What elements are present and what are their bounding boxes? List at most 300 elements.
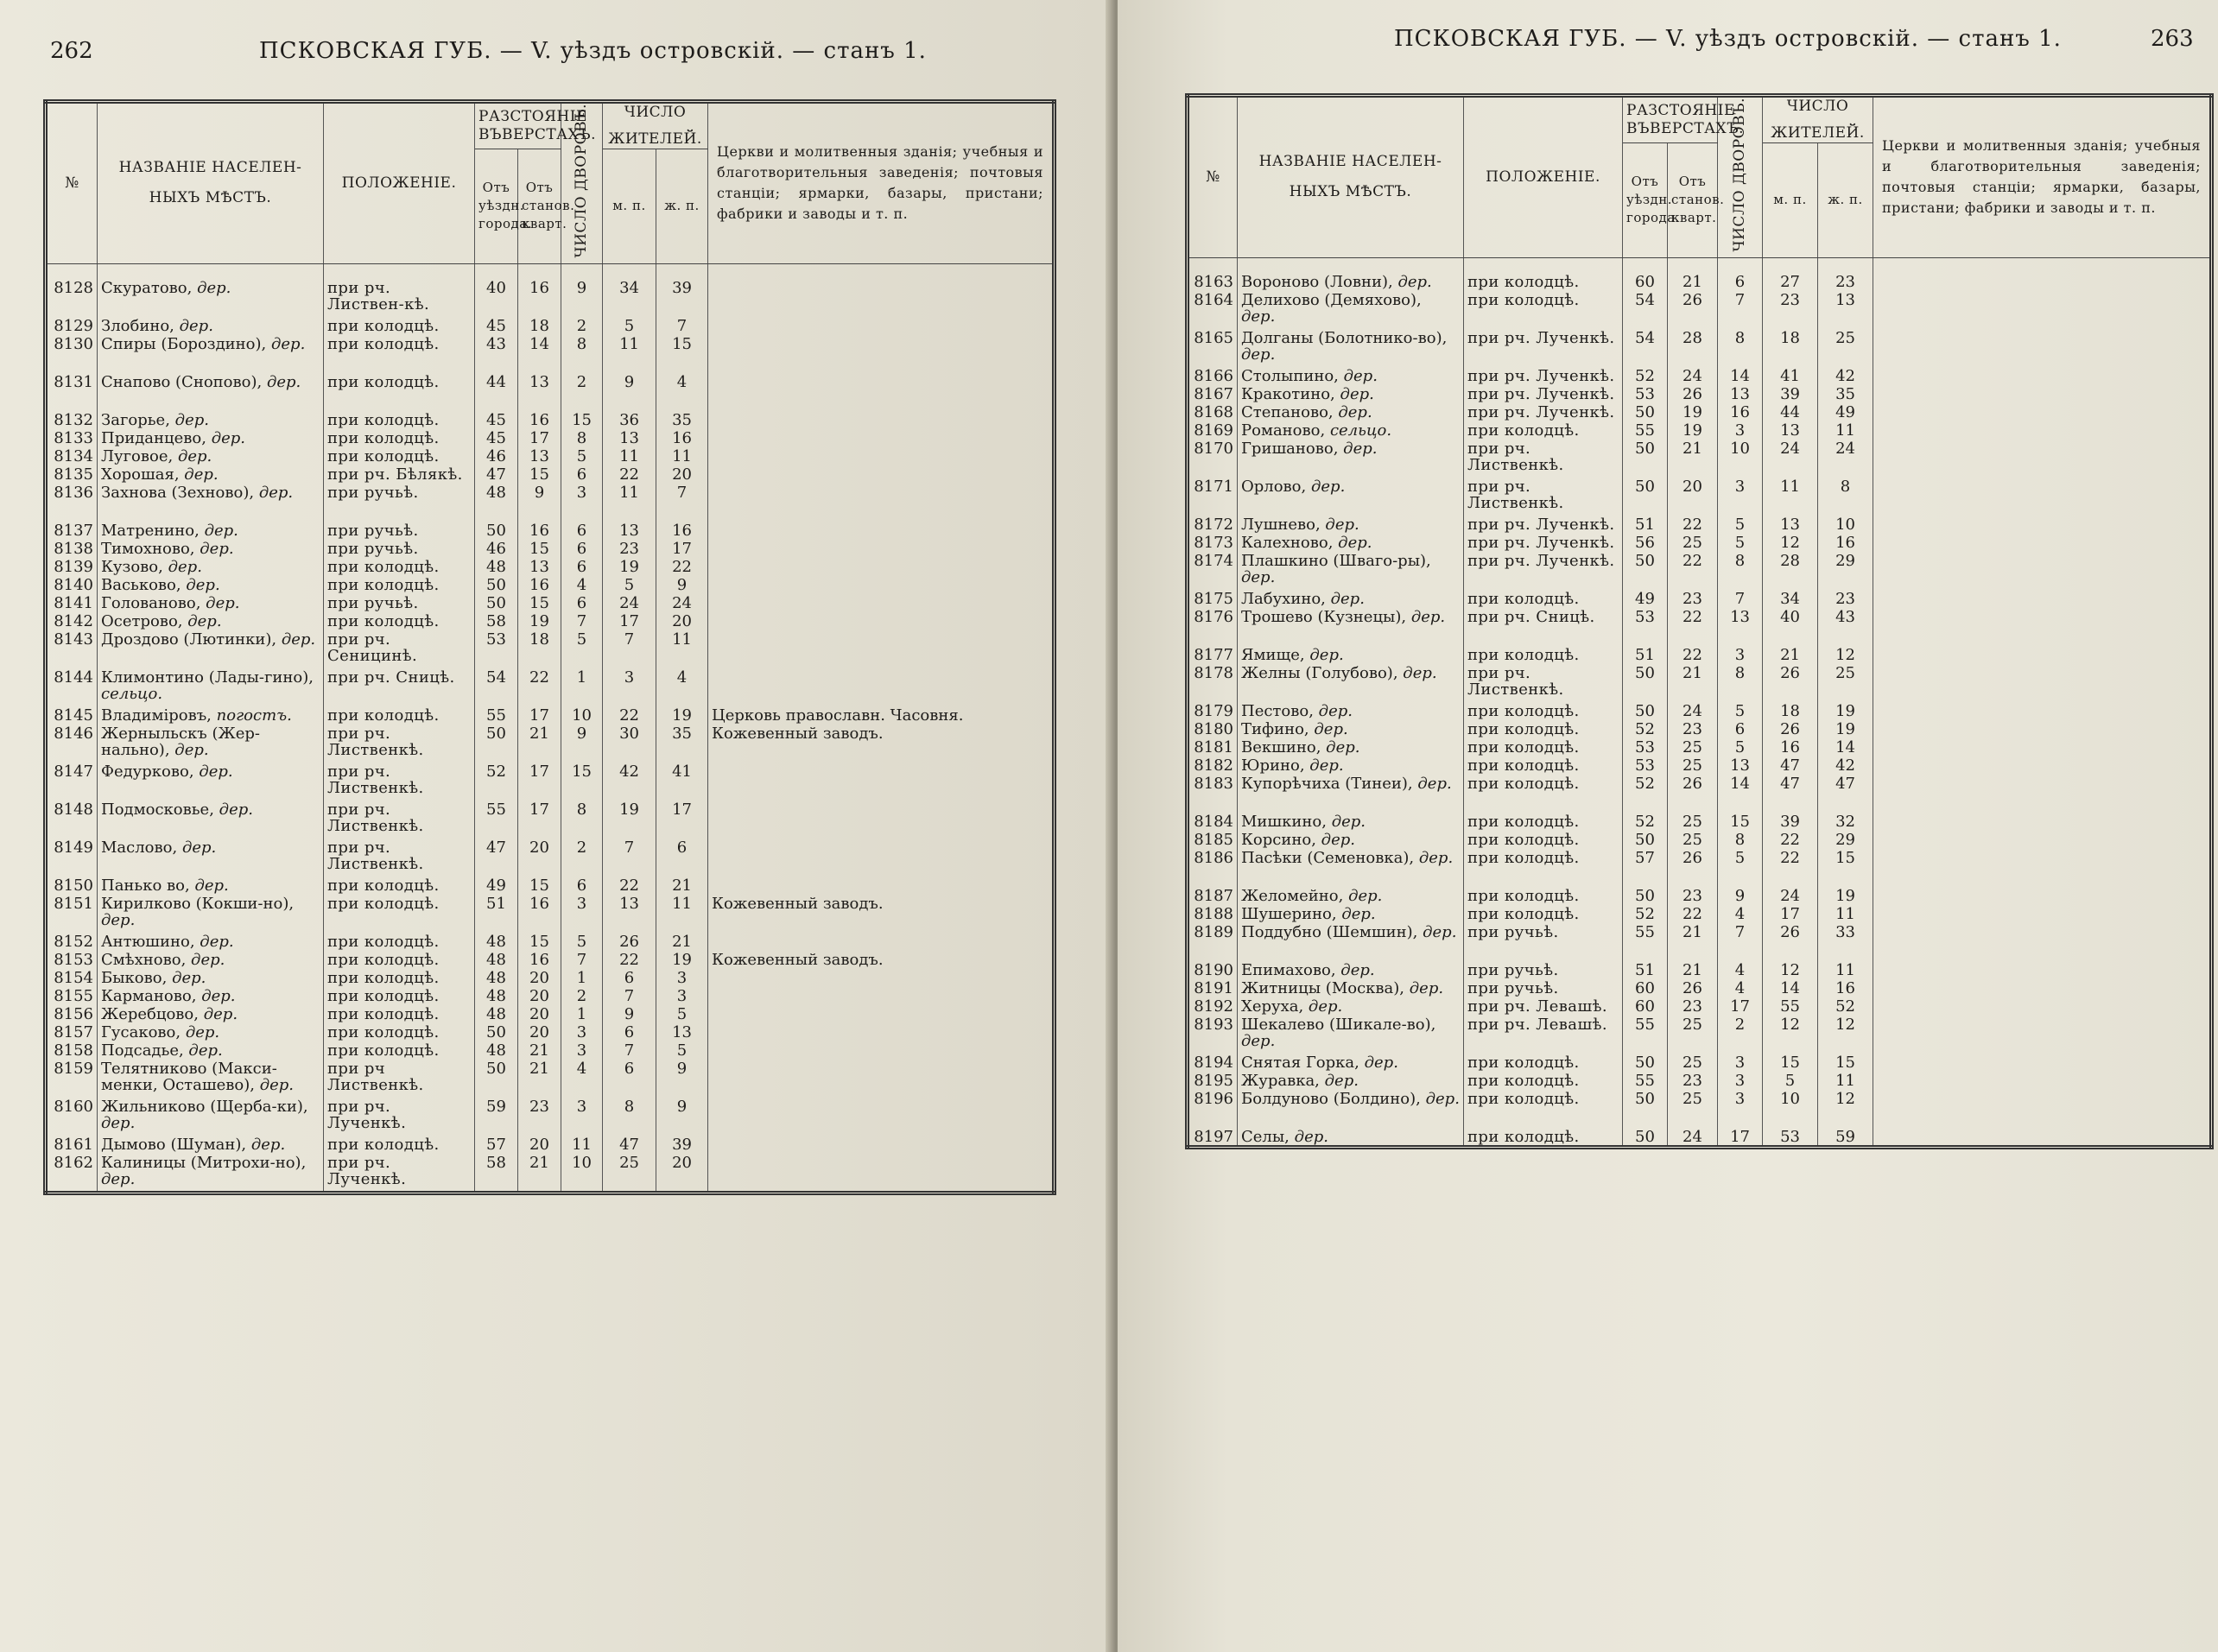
settlement-name-text: Кузово, xyxy=(101,557,163,576)
col-from-camp xyxy=(1668,143,1725,258)
position: при рч Лиственкѣ. xyxy=(324,1059,475,1097)
settlement-name xyxy=(1238,922,1464,960)
distance-camp: 19 xyxy=(1668,402,1718,421)
row-number: 8144 xyxy=(46,668,98,706)
female-count: 19 xyxy=(1818,886,1873,904)
settlement-name-text: Снятая Горка, xyxy=(1241,1053,1359,1072)
settlement-kind: дер. xyxy=(186,575,220,594)
distance-town: 45 xyxy=(475,316,518,334)
yards-count: 16 xyxy=(1718,402,1763,421)
distance-camp: 22 xyxy=(1668,645,1718,663)
distance-town: 55 xyxy=(475,800,518,838)
distance-town: 53 xyxy=(1623,607,1668,645)
distance-camp: 24 xyxy=(1668,701,1718,719)
female-count: 4 xyxy=(656,372,708,410)
settlement-kind: дер. xyxy=(1418,848,1454,867)
position: при колодцѣ. xyxy=(324,410,475,428)
settlement-name xyxy=(98,1135,324,1153)
position: при рч. Лиственкѣ. xyxy=(324,762,475,800)
settlement-kind: дер. xyxy=(101,910,136,929)
distance-camp: 22 xyxy=(1668,551,1718,589)
settlement-name xyxy=(98,986,324,1004)
right-page xyxy=(1118,0,2218,1652)
settlement-name xyxy=(98,1097,324,1135)
settlement-name-text: Снапово (Снопово), xyxy=(101,372,263,391)
position: при рч. Левашѣ. xyxy=(1464,1015,1623,1053)
table-row xyxy=(46,446,1055,465)
settlement-name xyxy=(1238,1053,1464,1071)
col-no: № xyxy=(1188,96,1238,258)
notes xyxy=(708,800,1055,838)
male-count: 8 xyxy=(603,1097,656,1135)
yards-count: 8 xyxy=(1718,663,1763,701)
position: при колодцѣ. xyxy=(1464,812,1623,830)
distance-town: 50 xyxy=(475,593,518,611)
distance-town: 50 xyxy=(475,575,518,593)
male-count: 13 xyxy=(603,521,656,539)
female-count: 12 xyxy=(1818,1015,1873,1053)
settlement-name xyxy=(1238,997,1464,1015)
col-from-town-line2: уѣздн. xyxy=(478,198,525,214)
position: при ручьѣ. xyxy=(324,483,475,521)
distance-town: 48 xyxy=(475,950,518,968)
female-count: 12 xyxy=(1818,1089,1873,1127)
table-body xyxy=(1188,257,2212,1147)
male-count: 26 xyxy=(1763,663,1818,701)
yards-count: 10 xyxy=(561,706,603,724)
female-count: 11 xyxy=(1818,960,1873,978)
col-from-town-line2: уѣздн. xyxy=(1626,192,1673,208)
table-row xyxy=(46,1153,1055,1191)
distance-town: 45 xyxy=(475,428,518,446)
row-number: 8177 xyxy=(1188,645,1238,663)
notes xyxy=(708,1041,1055,1059)
distance-town: 46 xyxy=(475,539,518,557)
filler-cell xyxy=(518,1191,561,1193)
notes xyxy=(1873,886,2212,904)
col-female: ж. п. xyxy=(1818,143,1873,258)
distance-camp: 17 xyxy=(518,706,561,724)
distance-camp: 17 xyxy=(518,800,561,838)
yards-count: 3 xyxy=(1718,1089,1763,1127)
notes xyxy=(1873,589,2212,607)
female-count: 21 xyxy=(656,932,708,950)
settlement-name xyxy=(1238,812,1464,830)
yards-count: 1 xyxy=(561,1004,603,1022)
distance-town: 52 xyxy=(475,762,518,800)
notes xyxy=(708,521,1055,539)
female-count: 15 xyxy=(656,334,708,372)
settlement-kind: дер. xyxy=(1321,830,1355,849)
distance-camp: 15 xyxy=(518,593,561,611)
table-row xyxy=(1188,1015,2212,1053)
yards-count: 2 xyxy=(561,316,603,334)
col-yards-label: ЧИСЛО ДВОРОВЪ. xyxy=(1731,98,1749,252)
yards-count: 5 xyxy=(1718,515,1763,533)
settlement-name-text: Подсадье, xyxy=(101,1041,184,1060)
female-count: 42 xyxy=(1818,756,1873,774)
position: при колодцѣ. xyxy=(1464,774,1623,812)
row-number: 8169 xyxy=(1188,421,1238,439)
col-inhabitants xyxy=(603,102,708,149)
male-count: 19 xyxy=(603,557,656,575)
settlement-name-text: Захнова (Зехново), xyxy=(101,483,255,502)
settlement-name xyxy=(1238,257,1464,290)
row-number: 8189 xyxy=(1188,922,1238,960)
distance-town: 53 xyxy=(1623,756,1668,774)
notes: Кожевенный заводъ. xyxy=(708,894,1055,932)
table-row xyxy=(46,968,1055,986)
settlement-name xyxy=(98,838,324,876)
male-count: 13 xyxy=(1763,515,1818,533)
female-count: 17 xyxy=(656,800,708,838)
distance-town: 55 xyxy=(1623,421,1668,439)
row-number: 8197 xyxy=(1188,1127,1238,1145)
position: при колодцѣ. xyxy=(1464,1127,1623,1145)
settlement-name-text: Калехново, xyxy=(1241,533,1334,552)
distance-camp: 21 xyxy=(1668,257,1718,290)
table-row xyxy=(46,950,1055,968)
settlement-name xyxy=(1238,1071,1464,1089)
yards-count: 3 xyxy=(561,483,603,521)
notes: Кожевенный заводъ. xyxy=(708,724,1055,762)
distance-town: 55 xyxy=(475,706,518,724)
settlement-kind: дер. xyxy=(1340,960,1375,979)
male-count: 44 xyxy=(1763,402,1818,421)
distance-town: 48 xyxy=(475,932,518,950)
settlement-name-text: Быково, xyxy=(101,968,168,987)
male-count: 41 xyxy=(1763,366,1818,384)
female-count: 35 xyxy=(656,724,708,762)
distance-camp: 25 xyxy=(1668,1089,1718,1127)
table-row xyxy=(46,557,1055,575)
male-count: 21 xyxy=(1763,645,1818,663)
yards-count: 11 xyxy=(561,1135,603,1153)
position: при колодцѣ. xyxy=(324,894,475,932)
position: при ручьѣ. xyxy=(324,521,475,539)
yards-count: 9 xyxy=(561,263,603,316)
female-count: 5 xyxy=(656,1004,708,1022)
notes xyxy=(1873,607,2212,645)
distance-camp: 24 xyxy=(1668,1127,1718,1145)
table-row xyxy=(1188,756,2212,774)
yards-count: 5 xyxy=(1718,701,1763,719)
settlement-kind: дер. xyxy=(1241,307,1276,326)
female-count: 11 xyxy=(656,446,708,465)
position: при рч. Лученкѣ. xyxy=(1464,551,1623,589)
notes xyxy=(708,263,1055,316)
filler-cell xyxy=(324,1191,475,1193)
yards-count: 10 xyxy=(1718,439,1763,477)
row-number: 8151 xyxy=(46,894,98,932)
position: при колодцѣ. xyxy=(324,968,475,986)
notes xyxy=(1873,774,2212,812)
col-inhabitants-line2: ЖИТЕЛЕЙ. xyxy=(608,130,702,148)
settlement-name xyxy=(1238,737,1464,756)
table-row xyxy=(1188,477,2212,515)
distance-camp: 25 xyxy=(1668,533,1718,551)
settlement-kind: дер. xyxy=(1241,567,1276,586)
table-row xyxy=(1188,978,2212,997)
settlement-name xyxy=(98,630,324,668)
row-number: 8170 xyxy=(1188,439,1238,477)
distance-town: 50 xyxy=(475,521,518,539)
col-from-town-line3: города. xyxy=(478,216,532,232)
settlement-name xyxy=(98,1059,324,1097)
settlement-name xyxy=(1238,645,1464,663)
yards-count: 6 xyxy=(561,465,603,483)
settlement-kind: дер. xyxy=(168,557,202,576)
settlement-name-text: Гусаково, xyxy=(101,1022,181,1041)
settlement-kind: дер. xyxy=(174,740,209,759)
row-number: 8158 xyxy=(46,1041,98,1059)
settlement-name-text: Голованово, xyxy=(101,593,201,612)
distance-town: 52 xyxy=(1623,719,1668,737)
row-number: 8159 xyxy=(46,1059,98,1097)
table-row xyxy=(1188,1127,2212,1145)
table-row xyxy=(46,539,1055,557)
table-row xyxy=(46,316,1055,334)
settlement-name xyxy=(1238,886,1464,904)
settlements-table xyxy=(1185,93,2214,1149)
yards-count: 3 xyxy=(1718,477,1763,515)
male-count: 15 xyxy=(1763,1053,1818,1071)
male-count: 16 xyxy=(1763,737,1818,756)
female-count: 35 xyxy=(1818,384,1873,402)
settlement-name-text: Жеребцово, xyxy=(101,1004,199,1023)
position: при рч. Лиственкѣ. xyxy=(1464,477,1623,515)
col-distance xyxy=(475,102,597,149)
settlement-kind: дер. xyxy=(101,1169,136,1188)
female-count: 19 xyxy=(656,706,708,724)
distance-town: 50 xyxy=(475,1022,518,1041)
position: при колодцѣ. xyxy=(324,372,475,410)
row-number: 8140 xyxy=(46,575,98,593)
settlement-name xyxy=(1238,477,1464,515)
table-row xyxy=(46,706,1055,724)
distance-town: 60 xyxy=(1623,257,1668,290)
yards-count: 8 xyxy=(1718,830,1763,848)
settlement-kind: дер. xyxy=(1331,812,1366,831)
notes xyxy=(1873,978,2212,997)
male-count: 18 xyxy=(1763,328,1818,366)
notes xyxy=(708,593,1055,611)
col-inhabitants-line1: ЧИСЛО xyxy=(1786,98,1849,115)
distance-camp: 25 xyxy=(1668,830,1718,848)
female-count: 15 xyxy=(1818,848,1873,886)
col-position: ПОЛОЖЕНІЕ. xyxy=(1464,96,1623,258)
female-count: 22 xyxy=(656,557,708,575)
settlement-name-text: Кракотино, xyxy=(1241,384,1335,403)
distance-camp: 23 xyxy=(1668,1071,1718,1089)
notes xyxy=(708,483,1055,521)
row-number: 8180 xyxy=(1188,719,1238,737)
settlement-kind: дер. xyxy=(188,1041,223,1060)
position: при колодцѣ. xyxy=(324,932,475,950)
yards-count: 4 xyxy=(1718,904,1763,922)
row-number: 8149 xyxy=(46,838,98,876)
male-count: 30 xyxy=(603,724,656,762)
notes xyxy=(708,668,1055,706)
row-number: 8182 xyxy=(1188,756,1238,774)
col-distance-line2: ВЪВЕРСТАХЪ. xyxy=(1626,120,1745,137)
settlement-kind: дер. xyxy=(199,762,233,781)
notes xyxy=(1873,812,2212,830)
female-count: 19 xyxy=(1818,719,1873,737)
settlement-name-text: Лушнево, xyxy=(1241,515,1321,534)
distance-town: 47 xyxy=(475,838,518,876)
row-number: 8173 xyxy=(1188,533,1238,551)
col-from-camp xyxy=(518,149,575,264)
male-count: 47 xyxy=(603,1135,656,1153)
male-count: 11 xyxy=(603,334,656,372)
table-row xyxy=(1188,257,2212,290)
table-row xyxy=(46,668,1055,706)
settlement-name-text: Антюшино, xyxy=(101,932,195,951)
settlement-kind: дер. xyxy=(1338,402,1372,421)
col-notes: Церкви и молитвенныя зданія; учебныя и благотворительныя заведенія; почтовыя станціи; ярмарки, базары, пристани; фабрики и заводы и т. п. xyxy=(1873,96,2212,258)
yards-count: 5 xyxy=(561,446,603,465)
distance-camp: 15 xyxy=(518,465,561,483)
settlement-name-text: Юрино, xyxy=(1241,756,1305,775)
table-row xyxy=(1188,366,2212,384)
male-count: 24 xyxy=(603,593,656,611)
settlement-name xyxy=(1238,290,1464,328)
position: при колодцѣ. xyxy=(324,1022,475,1041)
table-row xyxy=(46,894,1055,932)
table-row xyxy=(1188,589,2212,607)
table-row xyxy=(1188,848,2212,886)
distance-camp: 21 xyxy=(1668,663,1718,701)
settlement-name xyxy=(1238,701,1464,719)
row-number: 8167 xyxy=(1188,384,1238,402)
position: при рч. Лученкѣ. xyxy=(1464,366,1623,384)
male-count: 25 xyxy=(603,1153,656,1191)
notes xyxy=(1873,848,2212,886)
settlement-name xyxy=(98,446,324,465)
row-number: 8133 xyxy=(46,428,98,446)
male-count: 22 xyxy=(603,706,656,724)
notes xyxy=(1873,533,2212,551)
settlement-name-text: Панько во, xyxy=(101,876,190,895)
settlement-name-text: Орлово, xyxy=(1241,477,1307,496)
notes xyxy=(708,876,1055,894)
table-row xyxy=(46,372,1055,410)
female-count: 29 xyxy=(1818,830,1873,848)
table-row xyxy=(46,593,1055,611)
notes xyxy=(1873,756,2212,774)
yards-count: 15 xyxy=(1718,812,1763,830)
settlement-kind: дер. xyxy=(201,986,236,1005)
distance-camp: 13 xyxy=(518,446,561,465)
table-row xyxy=(1188,384,2212,402)
settlement-kind: дер. xyxy=(1308,997,1343,1016)
position: при колодцѣ. xyxy=(324,706,475,724)
distance-town: 45 xyxy=(475,410,518,428)
position: при рч. Сницѣ. xyxy=(1464,607,1623,645)
settlement-kind: дер. xyxy=(1364,1053,1398,1072)
male-count: 26 xyxy=(603,932,656,950)
position: при рч. Лученкѣ. xyxy=(324,1153,475,1191)
female-count: 11 xyxy=(656,630,708,668)
notes xyxy=(708,428,1055,446)
col-no: № xyxy=(46,102,98,264)
table-row xyxy=(46,521,1055,539)
table-row xyxy=(46,762,1055,800)
table-row xyxy=(46,483,1055,521)
male-count: 47 xyxy=(1763,774,1818,812)
position: при колодцѣ. xyxy=(1464,701,1623,719)
male-count: 26 xyxy=(1763,922,1818,960)
notes xyxy=(708,446,1055,465)
settlement-name xyxy=(98,483,324,521)
settlement-name xyxy=(98,611,324,630)
settlement-name-text: Тимохново, xyxy=(101,539,195,558)
table-row xyxy=(1188,1071,2212,1089)
female-count: 15 xyxy=(1818,1053,1873,1071)
male-count: 22 xyxy=(603,950,656,968)
male-count: 36 xyxy=(603,410,656,428)
yards-count: 8 xyxy=(561,800,603,838)
col-from-camp-line2: станов. xyxy=(1671,192,1725,208)
settlement-kind: дер. xyxy=(101,1113,136,1132)
notes xyxy=(1873,1015,2212,1053)
notes xyxy=(1873,477,2212,515)
notes xyxy=(708,575,1055,593)
female-count: 20 xyxy=(656,611,708,630)
yards-count: 7 xyxy=(1718,922,1763,960)
settlement-name-text: Желны (Голубово), xyxy=(1241,663,1398,682)
settlement-kind: дер. xyxy=(1324,1071,1359,1090)
male-count: 5 xyxy=(603,316,656,334)
notes xyxy=(1873,719,2212,737)
yards-count: 3 xyxy=(1718,1053,1763,1071)
row-number: 8192 xyxy=(1188,997,1238,1015)
male-count: 39 xyxy=(1763,812,1818,830)
female-count: 9 xyxy=(656,575,708,593)
female-count: 13 xyxy=(656,1022,708,1041)
notes: Церковь православн. Часовня. xyxy=(708,706,1055,724)
settlement-name-text: Скуратово, xyxy=(101,278,193,297)
yards-count: 17 xyxy=(1718,997,1763,1015)
male-count: 7 xyxy=(603,630,656,668)
distance-camp: 16 xyxy=(518,521,561,539)
settlement-name-text: Дымово (Шуман), xyxy=(101,1135,247,1154)
distance-camp: 23 xyxy=(1668,997,1718,1015)
settlement-name-text: Журавка, xyxy=(1241,1071,1320,1090)
distance-camp: 16 xyxy=(518,950,561,968)
row-number: 8154 xyxy=(46,968,98,986)
settlement-name xyxy=(98,575,324,593)
settlement-kind: дер. xyxy=(177,446,212,465)
settlement-name-text: Дроздово (Лютинки), xyxy=(101,630,277,649)
row-number: 8137 xyxy=(46,521,98,539)
settlement-kind: дер. xyxy=(1425,1089,1460,1108)
distance-town: 52 xyxy=(1623,904,1668,922)
position: при колодцѣ. xyxy=(1464,719,1623,737)
distance-town: 55 xyxy=(1623,1015,1668,1053)
settlement-name-text: Корсино, xyxy=(1241,830,1316,849)
distance-camp: 28 xyxy=(1668,328,1718,366)
notes xyxy=(1873,402,2212,421)
distance-town: 58 xyxy=(475,611,518,630)
female-count: 42 xyxy=(1818,366,1873,384)
male-count: 24 xyxy=(1763,886,1818,904)
distance-camp: 21 xyxy=(1668,960,1718,978)
table-row xyxy=(1188,886,2212,904)
col-from-camp-line2: станов. xyxy=(522,198,575,214)
position: при ручьѣ. xyxy=(1464,978,1623,997)
